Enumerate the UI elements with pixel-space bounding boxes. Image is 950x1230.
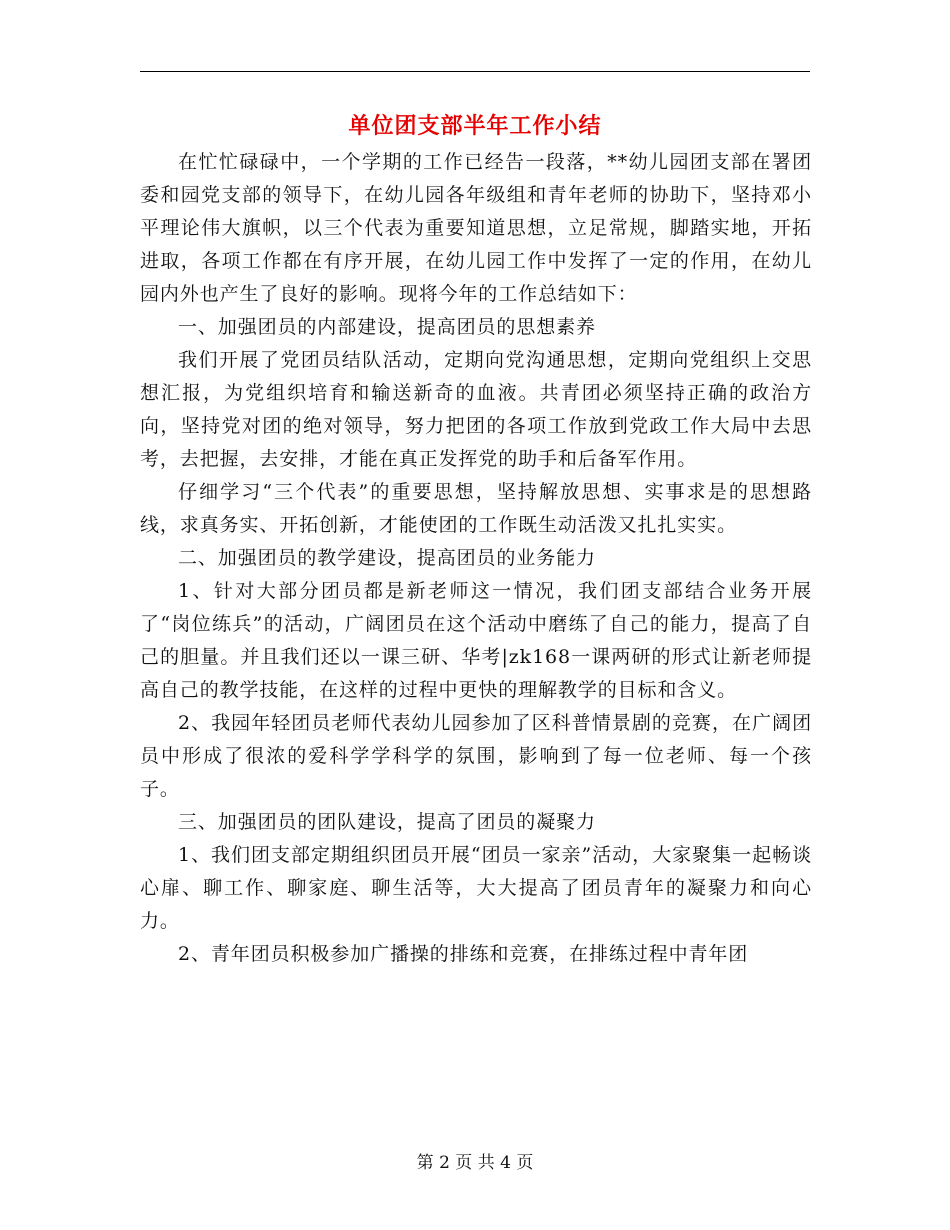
paragraph-intro: 在忙忙碌碌中，一个学期的工作已经告一段落，**幼儿园团支部在署团委和园党支部的领导下，在幼儿园各年级组和青年老师的协助下，坚持邓小平理论伟大旗帜，以三个代表为重要知道思想，立足常规，脚踏实地，开拓进取，各项工作都在有序开展，在幼儿园工作中发挥了一定的作用，在幼儿园内外也产生了良好的影响。现将今年的工作总结如下： bbox=[140, 151, 812, 305]
page-current: 2 bbox=[439, 1153, 450, 1173]
document-title: 单位团支部半年工作小结 bbox=[348, 113, 602, 139]
paragraph: 我们开展了党团员结队活动，定期向党沟通思想，定期向党组织上交思想汇报，为党组织培育和输送新奇的血液。共青团必须坚持正确的政治方向，坚持党对团的绝对领导，努力把团的各项工作放到党政工作大局中去思考，去把握，去安排，才能在真正发挥党的助手和后备军作用。 bbox=[140, 349, 812, 470]
header-rule bbox=[140, 71, 810, 72]
page-total: 4 bbox=[500, 1153, 511, 1173]
paragraph: 仔细学习“三个代表”的重要思想，坚持解放思想、实事求是的思想路线，求真务实、开拓创新，才能使团的工作既生动活泼又扎扎实实。 bbox=[140, 481, 812, 536]
paragraph: 2、我园年轻团员老师代表幼儿园参加了区科普情景剧的竞赛，在广阔团员中形成了很浓的爱科学学科学的氛围，影响到了每一位老师、每一个孩子。 bbox=[140, 712, 812, 800]
page-prefix: 第 bbox=[416, 1153, 434, 1173]
paragraph: 2、青年团员积极参加广播操的排练和竞赛，在排练过程中青年团 bbox=[178, 943, 749, 965]
page-suffix: 页 bbox=[516, 1153, 534, 1173]
page-footer bbox=[0, 1150, 950, 1176]
section-heading-1: 一、加强团员的内部建设，提高团员的思想素养 bbox=[178, 316, 596, 338]
section-heading-3: 三、加强团员的团队建设，提高了团员的凝聚力 bbox=[178, 811, 596, 833]
page-mid: 页 共 bbox=[455, 1153, 495, 1173]
section-heading-2: 二、加强团员的教学建设，提高团员的业务能力 bbox=[178, 547, 596, 569]
paragraph: 1、针对大部分团员都是新老师这一情况，我们团支部结合业务开展了“岗位练兵”的活动，广阔团员在这个活动中磨练了自己的能力，提高了自己的胆量。并且我们还以一课三研、华考|zk168一课两研的形式让新老师提高自己的教学技能，在这样的过程中更快的理解教学的目标和含义。 bbox=[140, 580, 812, 701]
document-body bbox=[140, 146, 812, 971]
paragraph: 1、我们团支部定期组织团员开展“团员一家亲”活动，大家聚集一起畅谈心扉、聊工作、聊家庭、聊生活等，大大提高了团员青年的凝聚力和向心力。 bbox=[140, 844, 812, 932]
